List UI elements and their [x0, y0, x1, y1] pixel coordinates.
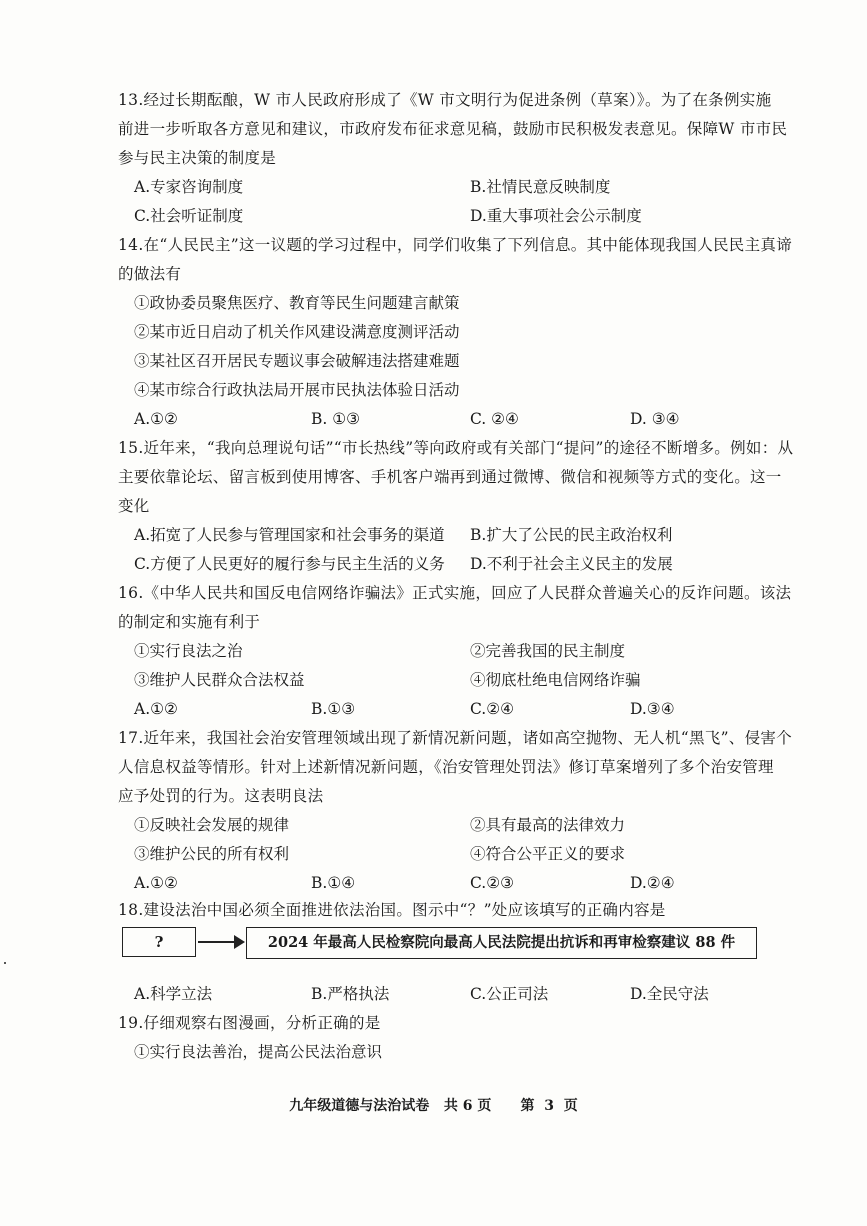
q14-option-b: B. ①③: [311, 410, 361, 428]
q16-option-c: C.②④: [470, 700, 515, 718]
q17-option-c: C.②③: [470, 874, 515, 892]
q16-statement-3: ③维护人民群众合法权益: [134, 671, 305, 689]
q19-statement-1: ①实行良法善治，提高公民法治意识: [134, 1043, 383, 1061]
q13-option-b: B.社情民意反映制度: [470, 178, 611, 196]
q17-statement-4: ④符合公平正义的要求: [470, 845, 626, 863]
q14-statement-2: ②某市近日启动了机关作风建设满意度测评活动: [134, 323, 460, 341]
q18-arrow-shaft: [198, 941, 236, 943]
q14-stem-line1: 14.在“人民民主”这一议题的学习过程中，同学们收集了下列信息。其中能体现我国人民民主真谛: [118, 236, 793, 254]
q18-option-c: C.公正司法: [470, 985, 549, 1003]
q17-stem-line2: 人信息权益等情形。针对上述新情况新问题，《治安管理处罚法》修订草案增列了多个治安管理: [118, 758, 774, 776]
q18-stem-line1: 18.建设法治中国必须全面推进依法治国。图示中“？”处应该填写的正确内容是: [118, 901, 666, 919]
q17-option-d: D.②④: [630, 874, 675, 892]
q18-option-b: B.严格执法: [311, 985, 390, 1003]
q17-statement-3: ③维护公民的所有权利: [134, 845, 290, 863]
scan-speck: [4, 962, 6, 964]
q18-fact-box: 2024 年最高人民检察院向最高人民法院提出抗诉和再审检察建议 88 件: [246, 927, 757, 959]
q15-stem-line2: 主要依靠论坛、留言板到使用博客、手机客户端再到通过微博、微信和视频等方式的变化。这一: [118, 468, 782, 486]
q17-stem-line1: 17.近年来，我国社会治安管理领域出现了新情况新问题，诸如高空抛物、无人机“黑飞”、侵害个: [118, 729, 793, 747]
q14-option-d: D. ③④: [630, 410, 680, 428]
q16-option-a: A.①②: [134, 700, 178, 718]
q15-option-a: A.拓宽了人民参与管理国家和社会事务的渠道: [134, 526, 445, 544]
q18-question-box: ?: [122, 927, 196, 957]
q19-stem-line1: 19.仔细观察右图漫画，分析正确的是: [118, 1014, 381, 1032]
q15-option-c: C.方便了人民更好的履行参与民主生活的义务: [134, 555, 445, 573]
q14-statement-1: ①政协委员聚焦医疗、教育等民生问题建言献策: [134, 294, 460, 312]
q16-stem-line2: 的制定和实施有利于: [118, 613, 261, 631]
q14-option-a: A.①②: [134, 410, 178, 428]
q17-stem-line3: 应予处罚的行为。这表明良法: [118, 787, 324, 805]
q17-option-b: B.①④: [311, 874, 356, 892]
q14-statement-4: ④某市综合行政执法局开展市民执法体验日活动: [134, 381, 460, 399]
q15-option-b: B.扩大了公民的民主政治权利: [470, 526, 673, 544]
q13-stem-line1: 13.经过长期酝酿，W 市人民政府形成了《W 市文明行为促进条例（草案）》。为了在条例实施: [118, 91, 772, 109]
page-footer: 九年级道德与法治试卷 共 6 页 第 3 页: [289, 1098, 578, 1114]
q13-option-a: A.专家咨询制度: [134, 178, 244, 196]
q17-option-a: A.①②: [134, 874, 178, 892]
q16-statement-2: ②完善我国的民主制度: [470, 642, 626, 660]
q13-stem-line2: 前进一步听取各方意见和建议，市政府发布征求意见稿，鼓励市民积极发表意见。保障W 市市民: [118, 120, 788, 138]
q17-statement-1: ①反映社会发展的规律: [134, 816, 290, 834]
q14-stem-line2: 的做法有: [118, 265, 182, 283]
q16-statement-4: ④彻底杜绝电信网络诈骗: [470, 671, 641, 689]
q16-statement-1: ①实行良法之治: [134, 642, 243, 660]
q16-option-b: B.①③: [311, 700, 356, 718]
q16-stem-line1: 16.《中华人民共和国反电信网络诈骗法》正式实施，回应了人民群众普遍关心的反诈问题。该法: [118, 584, 792, 602]
q15-stem-line1: 15.近年来，“我向总理说句话”“市长热线”等向政府或有关部门“提问”的途径不断增多。例如：从: [118, 439, 794, 457]
q16-option-d: D.③④: [630, 700, 675, 718]
q13-stem-line3: 参与民主决策的制度是: [118, 149, 277, 167]
q18-arrow-icon: [234, 935, 245, 949]
q15-option-d: D.不利于社会主义民主的发展: [470, 555, 673, 573]
q14-statement-3: ③某社区召开居民专题议事会破解违法搭建难题: [134, 352, 460, 370]
q18-option-d: D.全民守法: [630, 985, 709, 1003]
q17-statement-2: ②具有最高的法律效力: [470, 816, 626, 834]
q13-option-d: D.重大事项社会公示制度: [470, 207, 642, 225]
q13-option-c: C.社会听证制度: [134, 207, 244, 225]
q14-option-c: C. ②④: [470, 410, 519, 428]
q15-stem-line3: 变化: [118, 497, 150, 515]
q18-option-a: A.科学立法: [134, 985, 213, 1003]
